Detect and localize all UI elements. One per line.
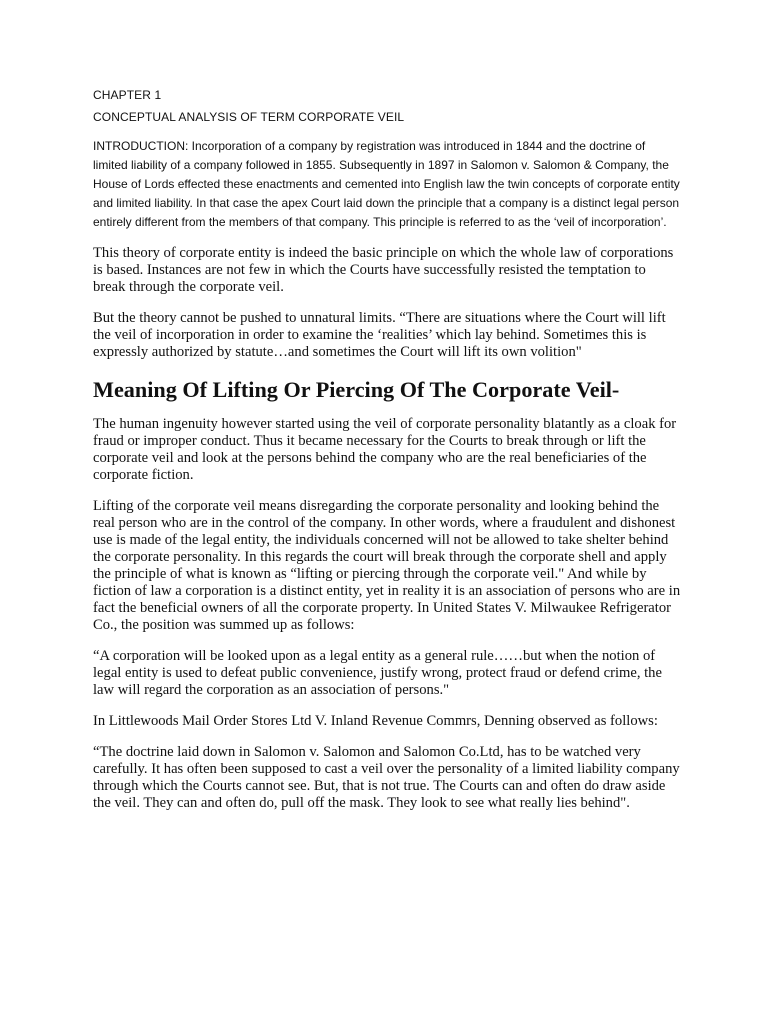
chapter-subtitle: CONCEPTUAL ANALYSIS OF TERM CORPORATE VEIL xyxy=(93,110,405,124)
document-page xyxy=(93,86,681,826)
section-heading: Meaning Of Lifting Or Piercing Of The Corporate Veil- xyxy=(93,377,620,402)
paragraph-littlewoods: In Littlewoods Mail Order Stores Ltd V. Inland Revenue Commrs, Denning observed as follows: xyxy=(93,713,658,729)
quote-milwaukee: “A corporation will be looked upon as a legal entity as a general rule……but when the notion of legal entity is used to defeat public convenience, justify wrong, protect fraud or defend crime, the law will regard the corporation as an association of persons." xyxy=(93,648,662,698)
paragraph-lifting-definition: Lifting of the corporate veil means disregarding the corporate personality and looking behind the real person who are in the control of the company. In other words, where a fraudulent and dishonest use is made of the legal entity, the individuals concerned will not be allowed to take shelter behind the corporate personality. In this regards the court will break through the corporate shell and apply the principle of what is known as “lifting or piercing through the corporate veil." And while by fiction of law a corporation is a distinct entity, yet in reality it is an association of persons who are in fact the beneficial owners of all the corporate property. In United States V. Milwaukee Refrigerator Co., the position was summed up as follows: xyxy=(93,498,681,633)
paragraph-human-ingenuity: The human ingenuity however started using the veil of corporate personality blatantly as a cloak for fraud or improper conduct. Thus it became necessary for the Courts to break through or lift the corporate veil and look at the persons behind the company who are the real beneficiaries of the corporate fiction. xyxy=(93,416,677,483)
paragraph-corporate-entity: This theory of corporate entity is indeed the basic principle on which the whole law of corporations is based. Instances are not few in which the Courts have successfully resisted the temptation to break through the corporate veil. xyxy=(93,245,674,295)
chapter-label: CHAPTER 1 xyxy=(93,88,162,102)
paragraph-unnatural-limits: But the theory cannot be pushed to unnatural limits. “There are situations where the Court will lift the veil of incorporation in order to examine the ‘realities’ which lay behind. Sometimes this is expressly authorized by statute…and sometimes the Court will lift its own volition" xyxy=(93,310,666,360)
introduction-paragraph: INTRODUCTION: Incorporation of a company by registration was introduced in 1844 and the doctrine of limited liability of a company followed in 1855. Subsequently in 1897 in Salomon v. Salomon & Company, the House of Lords effected these enactments and cemented into English law the twin concepts of corporate entity and limited liability. In that case the apex Court laid down the principle that a company is a distinct legal person entirely different from the members of that company. This principle is referred to as the ‘veil of incorporation’. xyxy=(93,139,680,229)
quote-denning: “The doctrine laid down in Salomon v. Salomon and Salomon Co.Ltd, has to be watched very carefully. It has often been supposed to cast a veil over the personality of a limited liability company through which the Courts cannot see. But, that is not true. The Courts can and often do draw aside the veil. They can and often do, pull off the mask. They look to see what really lies behind". xyxy=(93,744,680,811)
